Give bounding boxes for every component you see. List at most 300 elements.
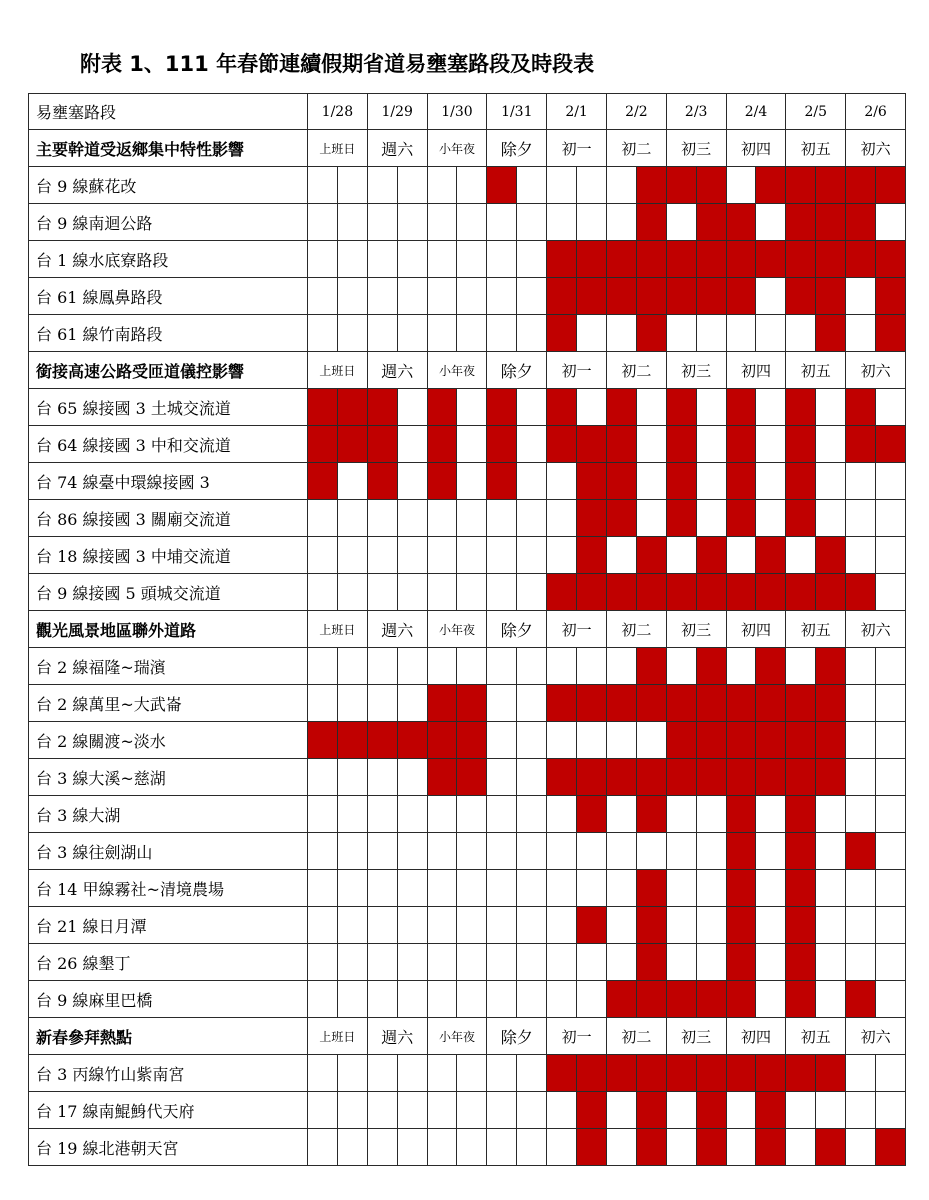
- clear-slot: [456, 796, 486, 832]
- day-cell: [726, 944, 786, 981]
- day-cell: [427, 981, 487, 1018]
- day-halves: [667, 426, 726, 462]
- congestion-slot: [428, 426, 457, 462]
- congestion-slot: [636, 1055, 666, 1091]
- day-halves: [846, 278, 905, 314]
- day-label-text: 除夕: [500, 620, 533, 640]
- clear-slot: [428, 1092, 457, 1128]
- day-cell: [726, 574, 786, 611]
- clear-slot: [786, 648, 815, 684]
- day-cell: [666, 315, 726, 352]
- congestion-slot: [727, 278, 756, 314]
- day-cell: [487, 389, 547, 426]
- clear-slot: [576, 648, 606, 684]
- clear-slot: [547, 944, 576, 980]
- clear-slot: [516, 315, 546, 351]
- day-cell: [367, 685, 427, 722]
- road-segment-name: 台 61 線竹南路段: [29, 315, 308, 352]
- day-label-text: 小年夜: [438, 1029, 475, 1044]
- clear-slot: [397, 1055, 427, 1091]
- day-cell: [427, 833, 487, 870]
- clear-slot: [308, 315, 337, 351]
- congestion-slot: [846, 204, 875, 240]
- clear-slot: [456, 1129, 486, 1165]
- day-halves: [428, 907, 487, 943]
- day-halves: [607, 426, 666, 462]
- day-cell: [427, 1055, 487, 1092]
- day-halves: [727, 426, 786, 462]
- congestion-slot: [667, 389, 696, 425]
- clear-slot: [815, 944, 845, 980]
- day-cell: [487, 204, 547, 241]
- day-cell: [547, 759, 607, 796]
- clear-slot: [547, 537, 576, 573]
- clear-slot: [576, 389, 606, 425]
- congestion-slot: [786, 759, 815, 795]
- congestion-slot: [547, 426, 576, 462]
- day-label-text: 初二: [621, 139, 652, 158]
- congestion-slot: [337, 426, 367, 462]
- clear-slot: [337, 204, 367, 240]
- clear-slot: [337, 907, 367, 943]
- clear-slot: [696, 389, 726, 425]
- congestion-slot: [636, 1129, 666, 1165]
- clear-slot: [397, 981, 427, 1017]
- congestion-slot: [487, 463, 516, 499]
- day-cell: [427, 759, 487, 796]
- clear-slot: [547, 500, 576, 536]
- clear-slot: [667, 1092, 696, 1128]
- day-halves: [607, 1092, 666, 1128]
- day-cell: [846, 1129, 906, 1166]
- clear-slot: [667, 537, 696, 573]
- clear-slot: [428, 537, 457, 573]
- clear-slot: [667, 796, 696, 832]
- day-halves: [308, 759, 367, 795]
- congestion-slot: [786, 500, 815, 536]
- day-cell: [487, 1092, 547, 1129]
- day-cell: [786, 870, 846, 907]
- day-cell: [427, 944, 487, 981]
- day-halves: [607, 870, 666, 906]
- road-segment-name: 台 2 線福隆~瑞濱: [29, 648, 308, 685]
- day-cell: [726, 722, 786, 759]
- clear-slot: [456, 537, 486, 573]
- clear-slot: [516, 1055, 546, 1091]
- clear-slot: [576, 167, 606, 203]
- congestion-slot: [786, 278, 815, 314]
- day-halves: [727, 574, 786, 610]
- congestion-slot: [667, 1055, 696, 1091]
- clear-slot: [487, 648, 516, 684]
- day-cell: [367, 833, 427, 870]
- day-halves: [308, 204, 367, 240]
- clear-slot: [846, 278, 875, 314]
- day-halves: [547, 241, 606, 277]
- congestion-slot: [815, 241, 845, 277]
- congestion-slot: [755, 537, 785, 573]
- clear-slot: [815, 981, 845, 1017]
- clear-slot: [428, 204, 457, 240]
- day-halves: [727, 241, 786, 277]
- day-halves: [786, 944, 845, 980]
- congestion-slot: [636, 685, 666, 721]
- day-label-text: 初一: [561, 361, 592, 380]
- clear-slot: [516, 537, 546, 573]
- clear-slot: [428, 944, 457, 980]
- day-label: [606, 611, 666, 648]
- road-segment-name: 台 3 線往劍湖山: [29, 833, 308, 870]
- day-cell: [308, 204, 368, 241]
- day-cell: [606, 1129, 666, 1166]
- clear-slot: [456, 1055, 486, 1091]
- day-cell: [367, 722, 427, 759]
- day-cell: [487, 500, 547, 537]
- day-cell: [846, 426, 906, 463]
- day-halves: [786, 315, 845, 351]
- congestion-slot: [667, 981, 696, 1017]
- day-halves: [547, 870, 606, 906]
- day-cell: [487, 759, 547, 796]
- congestion-slot: [576, 500, 606, 536]
- clear-slot: [576, 981, 606, 1017]
- day-cell: [786, 796, 846, 833]
- clear-slot: [308, 907, 337, 943]
- day-cell: [846, 167, 906, 204]
- day-halves: [547, 463, 606, 499]
- day-halves: [368, 204, 427, 240]
- clear-slot: [487, 796, 516, 832]
- congestion-slot: [727, 870, 756, 906]
- clear-slot: [428, 574, 457, 610]
- clear-slot: [487, 1092, 516, 1128]
- day-cell: [666, 685, 726, 722]
- day-halves: [607, 796, 666, 832]
- day-halves: [428, 1129, 487, 1165]
- day-halves: [308, 833, 367, 869]
- clear-slot: [815, 500, 845, 536]
- congestion-slot: [846, 426, 875, 462]
- clear-slot: [636, 500, 666, 536]
- day-halves: [428, 204, 487, 240]
- congestion-slot: [727, 574, 756, 610]
- clear-slot: [607, 870, 636, 906]
- clear-slot: [696, 426, 726, 462]
- clear-slot: [368, 278, 397, 314]
- day-halves: [786, 981, 845, 1017]
- day-cell: [367, 574, 427, 611]
- day-halves: [667, 759, 726, 795]
- congestion-slot: [696, 759, 726, 795]
- clear-slot: [576, 944, 606, 980]
- clear-slot: [696, 463, 726, 499]
- congestion-slot: [428, 722, 457, 758]
- clear-slot: [337, 1055, 367, 1091]
- day-halves: [846, 796, 905, 832]
- day-cell: [547, 1092, 607, 1129]
- clear-slot: [846, 722, 875, 758]
- day-halves: [846, 537, 905, 573]
- clear-slot: [516, 463, 546, 499]
- road-row: [29, 907, 906, 944]
- clear-slot: [397, 426, 427, 462]
- day-cell: [786, 204, 846, 241]
- day-cell: [308, 426, 368, 463]
- day-cell: [726, 463, 786, 500]
- road-row: [29, 1055, 906, 1092]
- day-halves: [667, 685, 726, 721]
- congestion-slot: [667, 241, 696, 277]
- day-cell: [547, 389, 607, 426]
- clear-slot: [397, 648, 427, 684]
- congestion-slot: [547, 574, 576, 610]
- day-halves: [846, 315, 905, 351]
- day-halves: [547, 685, 606, 721]
- day-cell: [487, 1129, 547, 1166]
- day-cell: [487, 315, 547, 352]
- day-halves: [547, 1129, 606, 1165]
- clear-slot: [456, 833, 486, 869]
- day-cell: [427, 685, 487, 722]
- day-cell: [666, 426, 726, 463]
- day-cell: [427, 907, 487, 944]
- congestion-slot: [576, 1092, 606, 1128]
- congestion-slot: [547, 1055, 576, 1091]
- clear-slot: [636, 833, 666, 869]
- day-halves: [547, 944, 606, 980]
- clear-slot: [516, 907, 546, 943]
- clear-slot: [337, 981, 367, 1017]
- clear-slot: [815, 426, 845, 462]
- day-cell: [846, 870, 906, 907]
- clear-slot: [547, 1129, 576, 1165]
- day-cell: [547, 685, 607, 722]
- clear-slot: [875, 944, 905, 980]
- day-cell: [846, 648, 906, 685]
- day-cell: [547, 574, 607, 611]
- day-halves: [786, 1055, 845, 1091]
- day-halves: [487, 648, 546, 684]
- day-cell: [666, 463, 726, 500]
- day-cell: [726, 685, 786, 722]
- day-halves: [727, 500, 786, 536]
- day-halves: [727, 796, 786, 832]
- clear-slot: [337, 944, 367, 980]
- day-cell: [606, 278, 666, 315]
- day-cell: [726, 426, 786, 463]
- day-halves: [308, 1092, 367, 1128]
- day-cell: [726, 907, 786, 944]
- header-row: [29, 94, 906, 130]
- day-label: [606, 1018, 666, 1055]
- day-halves: [487, 278, 546, 314]
- clear-slot: [846, 1129, 875, 1165]
- day-halves: [786, 759, 845, 795]
- clear-slot: [456, 907, 486, 943]
- day-halves: [786, 241, 845, 277]
- clear-slot: [755, 278, 785, 314]
- road-segment-name: 台 2 線關渡~淡水: [29, 722, 308, 759]
- day-cell: [427, 463, 487, 500]
- congestion-slot: [607, 389, 636, 425]
- day-label-text: 初六: [860, 620, 891, 639]
- day-halves: [368, 907, 427, 943]
- day-cell: [786, 944, 846, 981]
- day-halves: [487, 944, 546, 980]
- clear-slot: [337, 685, 367, 721]
- day-cell: [487, 241, 547, 278]
- clear-slot: [846, 500, 875, 536]
- congestion-slot: [667, 500, 696, 536]
- day-label: [427, 130, 487, 167]
- congestion-slot: [727, 722, 756, 758]
- day-cell: [487, 870, 547, 907]
- day-cell: [846, 833, 906, 870]
- day-halves: [428, 278, 487, 314]
- road-row: [29, 1092, 906, 1129]
- clear-slot: [368, 981, 397, 1017]
- road-row: [29, 796, 906, 833]
- day-halves: [547, 204, 606, 240]
- day-cell: [308, 907, 368, 944]
- day-label-text: 初四: [740, 361, 771, 380]
- clear-slot: [456, 870, 486, 906]
- day-label: [367, 130, 427, 167]
- day-halves: [487, 833, 546, 869]
- clear-slot: [368, 944, 397, 980]
- day-label: [427, 352, 487, 389]
- road-row: [29, 759, 906, 796]
- congestion-slot: [636, 167, 666, 203]
- day-halves: [308, 500, 367, 536]
- road-row: [29, 278, 906, 315]
- clear-slot: [875, 1055, 905, 1091]
- day-cell: [606, 648, 666, 685]
- day-halves: [727, 389, 786, 425]
- day-cell: [606, 870, 666, 907]
- day-cell: [606, 722, 666, 759]
- congestion-slot: [815, 204, 845, 240]
- day-halves: [727, 1092, 786, 1128]
- day-label: [487, 352, 547, 389]
- congestion-slot: [696, 981, 726, 1017]
- clear-slot: [696, 870, 726, 906]
- day-cell: [726, 1129, 786, 1166]
- day-cell: [367, 907, 427, 944]
- day-label-text: 小年夜: [438, 622, 475, 637]
- congestion-slot: [636, 278, 666, 314]
- clear-slot: [667, 833, 696, 869]
- day-cell: [487, 1055, 547, 1092]
- day-halves: [428, 722, 487, 758]
- congestion-slot: [727, 500, 756, 536]
- road-segment-name: 台 14 甲線霧社~清境農場: [29, 870, 308, 907]
- day-cell: [786, 278, 846, 315]
- day-label-text: 初一: [561, 139, 592, 158]
- day-cell: [666, 574, 726, 611]
- day-cell: [606, 759, 666, 796]
- day-label: [308, 1018, 368, 1055]
- day-halves: [487, 722, 546, 758]
- day-halves: [308, 463, 367, 499]
- day-label: [666, 352, 726, 389]
- day-halves: [667, 167, 726, 203]
- day-label: [308, 611, 368, 648]
- clear-slot: [875, 389, 905, 425]
- day-cell: [367, 241, 427, 278]
- day-cell: [786, 722, 846, 759]
- congestion-slot: [727, 907, 756, 943]
- day-cell: [487, 944, 547, 981]
- congestion-slot: [607, 981, 636, 1017]
- road-row: [29, 389, 906, 426]
- day-halves: [368, 759, 427, 795]
- day-halves: [786, 204, 845, 240]
- day-halves: [667, 981, 726, 1017]
- day-label: [367, 1018, 427, 1055]
- date-header: 1/30: [427, 94, 487, 130]
- day-halves: [846, 500, 905, 536]
- congestion-slot: [636, 1092, 666, 1128]
- congestion-slot: [755, 685, 785, 721]
- day-label-text: 初六: [860, 361, 891, 380]
- day-label-text: 週六: [381, 1027, 414, 1047]
- congestion-slot: [696, 167, 726, 203]
- clear-slot: [875, 796, 905, 832]
- road-row: [29, 241, 906, 278]
- day-cell: [606, 1092, 666, 1129]
- day-halves: [428, 981, 487, 1017]
- day-halves: [308, 870, 367, 906]
- day-halves: [786, 870, 845, 906]
- congestion-slot: [636, 574, 666, 610]
- clear-slot: [337, 1092, 367, 1128]
- congestion-slot: [636, 648, 666, 684]
- clear-slot: [846, 796, 875, 832]
- clear-slot: [696, 944, 726, 980]
- day-label-text: 初三: [681, 1027, 712, 1046]
- congestion-slot: [337, 722, 367, 758]
- congestion-slot: [727, 833, 756, 869]
- day-halves: [607, 944, 666, 980]
- day-cell: [666, 944, 726, 981]
- day-cell: [846, 1055, 906, 1092]
- day-label-text: 初四: [740, 1027, 771, 1046]
- day-cell: [726, 500, 786, 537]
- clear-slot: [487, 833, 516, 869]
- day-halves: [667, 722, 726, 758]
- day-halves: [308, 796, 367, 832]
- day-halves: [607, 1055, 666, 1091]
- day-halves: [308, 167, 367, 203]
- day-cell: [487, 648, 547, 685]
- congestion-slot: [308, 463, 337, 499]
- clear-slot: [428, 907, 457, 943]
- clear-slot: [755, 500, 785, 536]
- day-halves: [786, 500, 845, 536]
- section-header-row: [29, 130, 906, 167]
- day-cell: [846, 389, 906, 426]
- day-cell: [726, 389, 786, 426]
- clear-slot: [875, 1092, 905, 1128]
- day-cell: [367, 944, 427, 981]
- clear-slot: [456, 278, 486, 314]
- clear-slot: [516, 241, 546, 277]
- day-halves: [368, 1129, 427, 1165]
- day-cell: [308, 278, 368, 315]
- day-halves: [428, 574, 487, 610]
- road-segment-name: 台 3 線大湖: [29, 796, 308, 833]
